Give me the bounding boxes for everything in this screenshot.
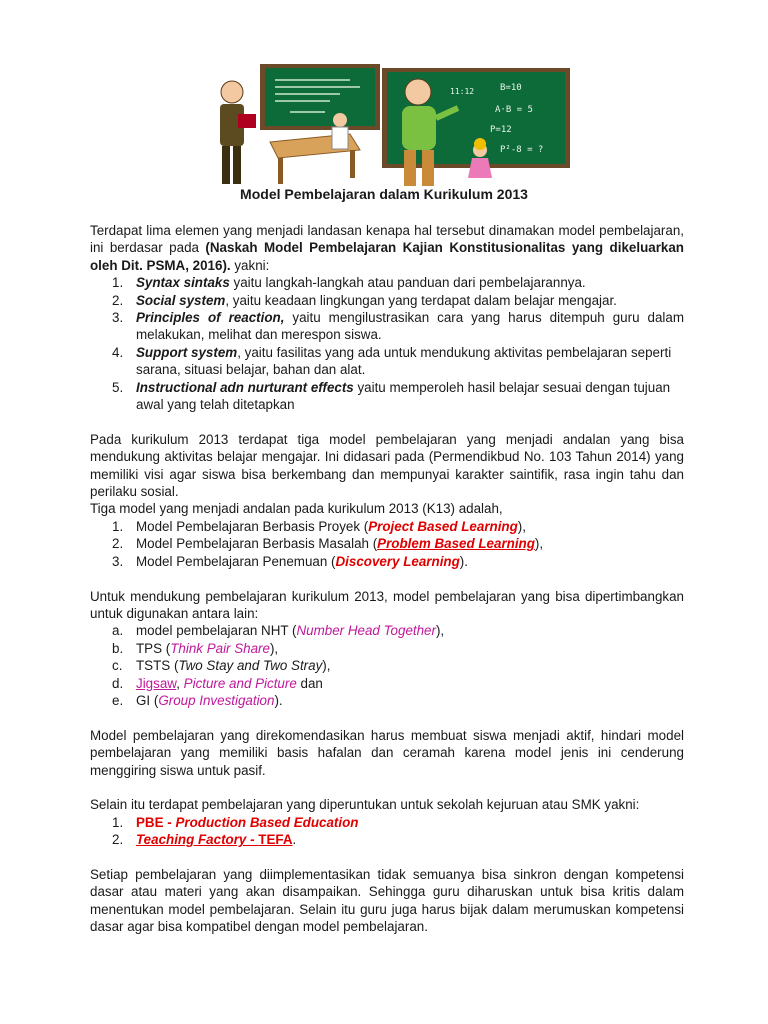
list-item: 3. Model Pembelajaran Penemuan (Discovery Learning). [112, 553, 468, 569]
teaching-factory-link[interactable]: Teaching Factory - TEFA [136, 832, 293, 848]
list-item: 3. Principles of reaction, yaitu mengilustrasikan cara yang harus ditempuh guru dalam melakukan, melihat dan merespon siswa. [112, 310, 684, 343]
recommendation-paragraph: Model pembelajaran yang direkomendasikan harus membuat siswa menjadi aktif, hindari model pembelajaran yang memiliki basis hafalan dan ceramah karena model jenis ini cenderung menggiring siswa untuk pasif. [90, 727, 684, 778]
k13-lead: Tiga model yang menjadi andalan pada kurikulum 2013 (K13) adalah, [90, 501, 503, 517]
list-item: 5. Instructional adn nurturant effects yaitu memperoleh hasil belajar sesuai dengan tujuan awal yang telah ditetapkan [112, 379, 671, 413]
intro-source: (Naskah Model Pembelajaran Kajian Konstitusionalitas yang dikeluarkan oleh Dit. PSMA, 2016). [90, 240, 684, 273]
page-title: Model Pembelajaran dalam Kurikulum 2013 [240, 186, 528, 202]
alternatives-list [90, 622, 684, 709]
list-item: a. model pembelajaran NHT (Number Head Together), [112, 623, 445, 639]
list-item: b. TPS (Think Pair Share), [112, 640, 279, 656]
intro-paragraph: Terdapat lima elemen yang menjadi landasan kenapa hal tersebut dinamakan model pembelajaran, ini berdasar pada (Naskah Model Pembelajaran Kajian Konstitusionalitas yang dikeluarkan oleh Dit. PSMA, 2016). yakni: [90, 223, 684, 273]
jigsaw-link[interactable]: Jigsaw [136, 675, 177, 691]
models-list [90, 518, 684, 570]
list-item: e. GI (Group Investigation). [112, 692, 283, 708]
elements-list [90, 274, 684, 413]
list-item: c. TSTS (Two Stay and Two Stray), [112, 658, 331, 674]
article-body [90, 222, 684, 936]
board-line-4: P=12 [490, 125, 512, 135]
teacher-classroom-illustration [210, 60, 570, 190]
board-line-1: 11:12 [450, 87, 475, 96]
alternatives-paragraph: Untuk mendukung pembelajaran kurikulum 2013, model pembelajaran yang bisa dipertimbangkan untuk digunakan antara lain: [90, 588, 684, 621]
list-item: 2. Model Pembelajaran Berbasis Masalah (Problem Based Learning), [112, 536, 544, 552]
board-line-3: A·B = 5 [495, 105, 533, 115]
list-item: d. Jigsaw, Picture and Picture dan [112, 675, 323, 691]
list-item: 2. Social system, yaitu keadaan lingkungan yang terdapat dalam belajar mengajar. [112, 292, 617, 308]
list-item: 1. Model Pembelajaran Berbasis Proyek (Project Based Learning), [112, 518, 526, 534]
board-line-5: P²-8 = ? [500, 145, 544, 155]
list-item: 1. Syntax sintaks yaitu langkah-langkah atau panduan dari pembelajarannya. [112, 275, 586, 291]
closing-paragraph: Setiap pembelajaran yang diimplementasikan tidak semuanya bisa sinkron dengan kompetensi dasar atau materi yang akan disampaikan. Sehingga guru diharuskan untuk bisa kritis dalam menentukan model pembelajaran. Selain itu guru juga harus bijak dalam merumuskan kompetensi dasar agar bisa kompatibel dengan model pembelajaran. [90, 866, 684, 935]
list-item: 2. Teaching Factory - TEFA. [112, 832, 297, 848]
smk-list [90, 814, 684, 849]
problem-based-learning-link[interactable]: Problem Based Learning [377, 536, 535, 552]
smk-paragraph: Selain itu terdapat pembelajaran yang diperuntukan untuk sekolah kejuruan atau SMK yakni: [90, 797, 640, 813]
list-item: 4. Support system, yaitu fasilitas yang ada untuk mendukung aktivitas pembelajaran seperti sarana, situasi belajar, bahan dan alat. [112, 344, 672, 378]
k13-paragraph: Pada kurikulum 2013 terdapat tiga model pembelajaran yang menjadi andalan yang bisa mendukung aktivitas belajar mengajar. Ini didasari pada (Permendikbud No. 103 Tahun 2014) yang memiliki visi agar siswa bisa berkembang dan mempunyai karakter saintifik, rasa ingin tahu dan perilaku sosial. [90, 431, 684, 500]
list-item: 1. PBE - Production Based Education [112, 814, 359, 830]
board-line-2: B=10 [500, 83, 522, 93]
